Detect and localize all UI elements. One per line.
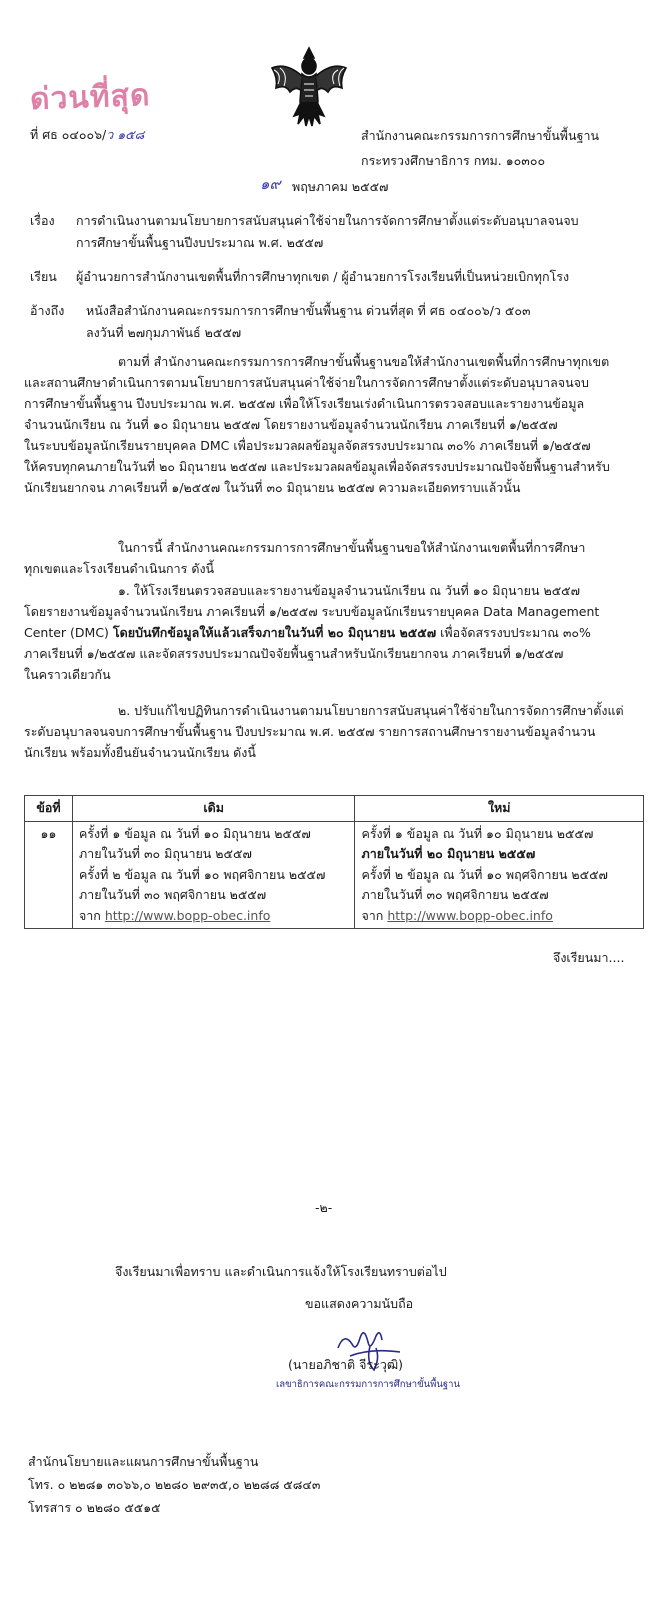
signatory-name: (นายอภิชาติ จีระวุฒิ) bbox=[288, 1357, 404, 1372]
continued-text: จึงเรียนมา.... bbox=[553, 950, 625, 965]
footer-tel: โทร. ๐ ๒๒๘๑ ๓๐๖๖,๐ ๒๒๘๐ ๒๙๓๕,๐ ๒๒๘๘ ๕๘๔๓ bbox=[28, 1477, 321, 1492]
regards-text: ขอแสดงความนับถือ bbox=[305, 1296, 414, 1311]
item-text: เพื่อจัดสรรงบประมาณ ๓๐% bbox=[436, 625, 591, 640]
item-line bbox=[24, 622, 644, 643]
table-header: เดิม bbox=[72, 796, 355, 822]
item-line: ๒. ปรับแก้ไขปฏิทินการดำเนินงานตามนโยบายการสนับสนุนค่าใช้จ่ายในการจัดการศึกษาตั้งแต่ bbox=[118, 703, 624, 718]
cell-line: ครั้งที่ ๒ ข้อมูล ณ วันที่ ๑๐ พฤศจิกายน ๒๕๕๗ bbox=[78, 866, 326, 882]
item-line: นักเรียน พร้อมทั้งยืนยันจำนวนนักเรียน ดังนี้ bbox=[24, 745, 256, 760]
paragraph-2 bbox=[24, 537, 644, 579]
paragraph-line: และสถานศึกษาดำเนินการตามนโยบายการสนับสนุนค่าใช้จ่ายในการจัดการศึกษาตั้งแต่ระดับอนุบาลจนจบ bbox=[24, 375, 589, 390]
issuer-line1: สำนักงานคณะกรรมการการศึกษาขั้นพื้นฐาน bbox=[361, 128, 600, 143]
item-line: ระดับอนุบาลจนจบการศึกษาขั้นพื้นฐาน ปีงบประมาณ พ.ศ. ๒๕๕๗ รายการสถานศึกษารายงานข้อมูลจำนวน bbox=[24, 724, 596, 739]
doc-number-handwritten: ว ๑๕๘ bbox=[106, 127, 145, 142]
subject-label: เรื่อง bbox=[30, 213, 55, 228]
schedule-table bbox=[24, 795, 644, 929]
cell-line: ครั้งที่ ๒ ข้อมูล ณ วันที่ ๑๐ พฤศจิกายน ๒๕๕๗ bbox=[361, 866, 608, 882]
table-row bbox=[25, 821, 644, 929]
urgent-stamp: ด่วนที่สุด bbox=[29, 77, 151, 118]
paragraph-line: ในการนี้ สำนักงานคณะกรรมการการศึกษาขั้นพื้นฐานขอให้สำนักงานเขตพื้นที่การศึกษา bbox=[118, 540, 586, 555]
item-text: Center (DMC) bbox=[24, 625, 113, 640]
table-header-row bbox=[25, 796, 644, 822]
footer-fax: โทรสาร ๐ ๒๒๘๐ ๕๕๑๕ bbox=[28, 1500, 161, 1515]
item-line: ในคราวเดียวกัน bbox=[24, 667, 111, 682]
footer bbox=[28, 1450, 320, 1519]
cell-line: ภายในวันที่ ๓๐ พฤศจิกายน ๒๕๕๗ bbox=[361, 887, 549, 902]
item-1 bbox=[24, 580, 644, 685]
footer-office: สำนักนโยบายและแผนการศึกษาขั้นพื้นฐาน bbox=[28, 1454, 259, 1469]
bopp-link[interactable]: http://www.bopp-obec.info bbox=[387, 907, 553, 923]
reference-label: อ้างถึง bbox=[30, 303, 65, 318]
paragraph-line: ตามที่ สำนักงานคณะกรรมการการศึกษาขั้นพื้นฐานขอให้สำนักงานเขตพื้นที่การศึกษาทุกเขต bbox=[118, 354, 610, 369]
paragraph-line: ในระบบข้อมูลนักเรียนรายบุคคล DMC เพื่อประมวลผลข้อมูลจัดสรรงบประมาณ ๓๐% ภาคเรียนที่ ๑/๒๕๕๗ bbox=[24, 438, 591, 453]
doc-number-prefix: ที่ ศธ ๐๔๐๐๖/ bbox=[30, 127, 107, 142]
link-prefix: จาก bbox=[78, 907, 105, 923]
table-cell-old bbox=[72, 821, 355, 929]
cell-line-bold: ภายในวันที่ ๒๐ มิถุนายน ๒๕๕๗ bbox=[361, 846, 536, 861]
item-line: ๑. ให้โรงเรียนตรวจสอบและรายงานข้อมูลจำนวนนักเรียน ณ วันที่ ๑๐ มิถุนายน ๒๕๕๗ bbox=[118, 583, 581, 598]
cell-line bbox=[361, 906, 637, 927]
paragraph-line: นักเรียนยากจน ภาคเรียนที่ ๑/๒๕๕๗ ในวันที่ ๓๐ มิถุนายน ๒๕๕๗ ความละเอียดทราบแล้วนั้น bbox=[24, 480, 521, 495]
paragraph-line: ให้ครบทุกคนภายในวันที่ ๒๐ มิถุนายน ๒๕๕๗ และประมวลผลข้อมูลเพื่อจัดสรรงบประมาณปัจจัยพื้นฐานสำหรับ bbox=[24, 459, 610, 474]
addressee-text: ผู้อำนวยการสำนักงานเขตพื้นที่การศึกษาทุกเขต / ผู้อำนวยการโรงเรียนที่เป็นหน่วยเบิกทุกโรง bbox=[76, 269, 570, 284]
bopp-link[interactable]: http://www.bopp-obec.info bbox=[104, 907, 271, 923]
closing-text: จึงเรียนมาเพื่อทราบ และดำเนินการแจ้งให้โรงเรียนทราบต่อไป bbox=[115, 1264, 447, 1279]
garuda-emblem bbox=[268, 44, 350, 130]
subject-line2: การศึกษาขั้นพื้นฐานปีงบประมาณ พ.ศ. ๒๕๕๗ bbox=[76, 235, 324, 250]
paragraph-1 bbox=[24, 351, 644, 498]
date-day-handwritten: ๑๙ bbox=[260, 175, 281, 193]
item-line: ภาคเรียนที่ ๑/๒๕๕๗ และจัดสรรงบประมาณปัจจัยพื้นฐานสำหรับนักเรียนยากจน ภาคเรียนที่ ๑/๒๕๕๗ bbox=[24, 646, 564, 661]
addressee-label: เรียน bbox=[30, 269, 57, 284]
reference-line2: ลงวันที่ ๒๗กุมภาพันธ์ ๒๕๕๗ bbox=[86, 325, 242, 340]
cell-line: ครั้งที่ ๑ ข้อมูล ณ วันที่ ๑๐ มิถุนายน ๒๕๕๗ bbox=[78, 825, 311, 841]
page-number: -๒- bbox=[315, 1200, 333, 1215]
subject-line1: การดำเนินงานตามนโยบายการสนับสนุนค่าใช้จ่ายในการจัดการศึกษาตั้งแต่ระดับอนุบาลจนจบ bbox=[76, 213, 579, 228]
table-header: ข้อที่ bbox=[25, 796, 73, 822]
paragraph-line: ทุกเขตและโรงเรียนดำเนินการ ดังนี้ bbox=[24, 561, 215, 576]
paragraph-line: จำนวนนักเรียน ณ วันที่ ๑๐ มิถุนายน ๒๕๕๗ โดยรายงานข้อมูลจำนวนนักเรียน ภาคเรียนที่ ๑/๒๕๕๗ bbox=[24, 417, 558, 432]
table-header: ใหม่ bbox=[355, 796, 644, 822]
signatory-title: เลขาธิการคณะกรรมการการศึกษาขั้นพื้นฐาน bbox=[276, 1379, 460, 1390]
item-2 bbox=[24, 700, 644, 763]
cell-line: ครั้งที่ ๑ ข้อมูล ณ วันที่ ๑๐ มิถุนายน ๒๕๕๗ bbox=[361, 825, 594, 841]
item-deadline-bold: โดยบันทึกข้อมูลให้แล้วเสร็จภายในวันที่ ๒๐ มิถุนายน ๒๕๕๗ bbox=[112, 625, 437, 640]
doc-number bbox=[30, 125, 144, 145]
date-month-year: พฤษภาคม ๒๕๕๗ bbox=[292, 179, 389, 194]
paragraph-line: การศึกษาขั้นพื้นฐาน ปีงบประมาณ พ.ศ. ๒๕๕๗ เพื่อให้โรงเรียนเร่งดำเนินการตรวจสอบและรายงานข้อมูล bbox=[24, 396, 585, 411]
reference-line1: หนังสือสำนักงานคณะกรรมการการศึกษาขั้นพื้นฐาน ด่วนที่สุด ที่ ศธ ๐๔๐๐๖/ว ๕๐๓ bbox=[86, 303, 531, 318]
link-prefix: จาก bbox=[361, 907, 388, 923]
cell-line: ภายในวันที่ ๓๐ มิถุนายน ๒๕๕๗ bbox=[78, 846, 252, 861]
issuer-line2: กระทรวงศึกษาธิการ กทม. ๑๐๓๐๐ bbox=[361, 153, 546, 168]
cell-line: ภายในวันที่ ๓๐ พฤศจิกายน ๒๕๕๗ bbox=[78, 887, 267, 902]
table-cell-new bbox=[355, 821, 644, 929]
table-cell-no: ๑๑ bbox=[25, 821, 73, 929]
item-line: โดยรายงานข้อมูลจำนวนนักเรียน ภาคเรียนที่ ๑/๒๕๕๗ ระบบข้อมูลนักเรียนรายบุคคล Data Management bbox=[24, 604, 600, 619]
cell-line bbox=[79, 906, 349, 927]
